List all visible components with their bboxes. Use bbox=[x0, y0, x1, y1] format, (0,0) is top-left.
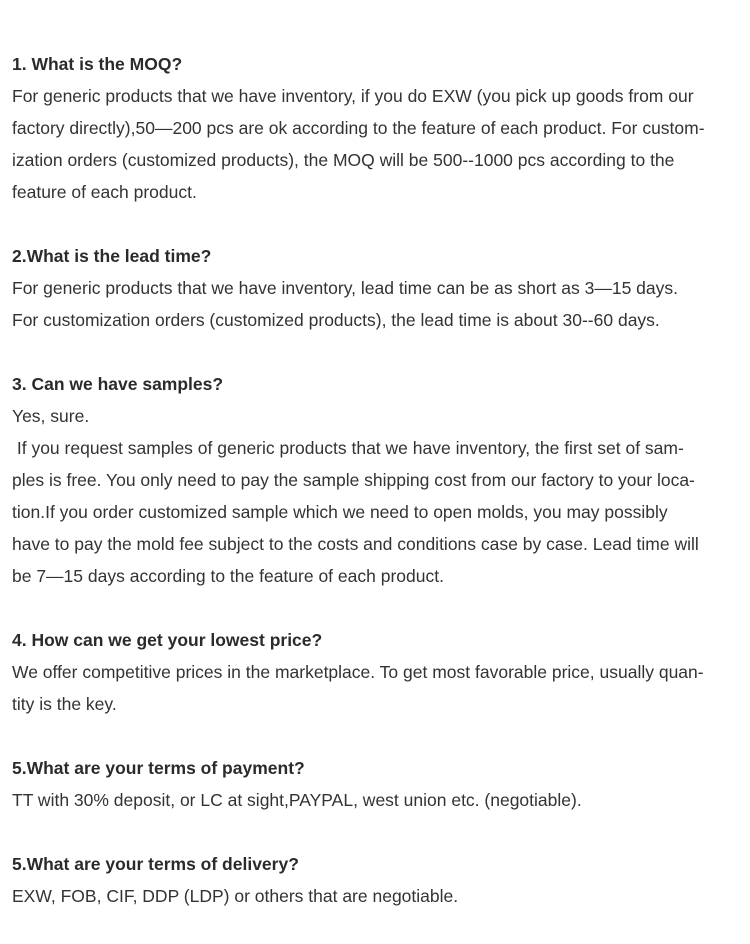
faq-answer-line: For customization orders (customized products), the lead time is about 30--60 days. bbox=[12, 310, 660, 330]
faq-item-payment-terms bbox=[12, 752, 740, 816]
faq-answer-line: EXW, FOB, CIF, DDP (LDP) or others that are negotiable. bbox=[12, 886, 459, 906]
faq-answer-line: For generic products that we have inventory, if you do EXW (you pick up goods from our bbox=[12, 86, 694, 106]
faq-document bbox=[12, 48, 740, 944]
faq-question: 5.What are your terms of payment? bbox=[12, 758, 305, 778]
faq-item-samples bbox=[12, 368, 740, 592]
faq-item-moq bbox=[12, 48, 740, 208]
faq-answer-line: feature of each product. bbox=[12, 182, 197, 202]
faq-answer-line: ization orders (customized products), the MOQ will be 500--1000 pcs according to the bbox=[12, 150, 675, 170]
faq-answer-line: have to pay the mold fee subject to the costs and conditions case by case. Lead time will bbox=[12, 534, 699, 554]
faq-question: 5.What are your terms of delivery? bbox=[12, 854, 299, 874]
faq-answer-line: factory directly),50—200 pcs are ok according to the feature of each product. For custom- bbox=[12, 118, 705, 138]
faq-question: 1. What is the MOQ? bbox=[12, 54, 183, 74]
faq-question: 4. How can we get your lowest price? bbox=[12, 630, 323, 650]
faq-answer-line: If you request samples of generic products that we have inventory, the first set of sam- bbox=[12, 438, 684, 458]
faq-item-lead-time bbox=[12, 240, 740, 336]
faq-answer-line: tion.If you order customized sample which we need to open molds, you may possibly bbox=[12, 502, 668, 522]
faq-item-lowest-price bbox=[12, 624, 740, 720]
faq-answer-line: We offer competitive prices in the marketplace. To get most favorable price, usually quan- bbox=[12, 662, 704, 682]
faq-item-delivery-terms bbox=[12, 848, 740, 912]
faq-answer-line: Yes, sure. bbox=[12, 406, 90, 426]
faq-question: 2.What is the lead time? bbox=[12, 246, 212, 266]
faq-answer-line: TT with 30% deposit, or LC at sight,PAYPAL, west union etc. (negotiable). bbox=[12, 790, 582, 810]
faq-answer-line: tity is the key. bbox=[12, 694, 117, 714]
faq-answer-line: ples is free. You only need to pay the sample shipping cost from our factory to your loca- bbox=[12, 470, 695, 490]
faq-answer-line: be 7—15 days according to the feature of each product. bbox=[12, 566, 444, 586]
faq-answer-line: For generic products that we have inventory, lead time can be as short as 3—15 days. bbox=[12, 278, 678, 298]
faq-question: 3. Can we have samples? bbox=[12, 374, 224, 394]
